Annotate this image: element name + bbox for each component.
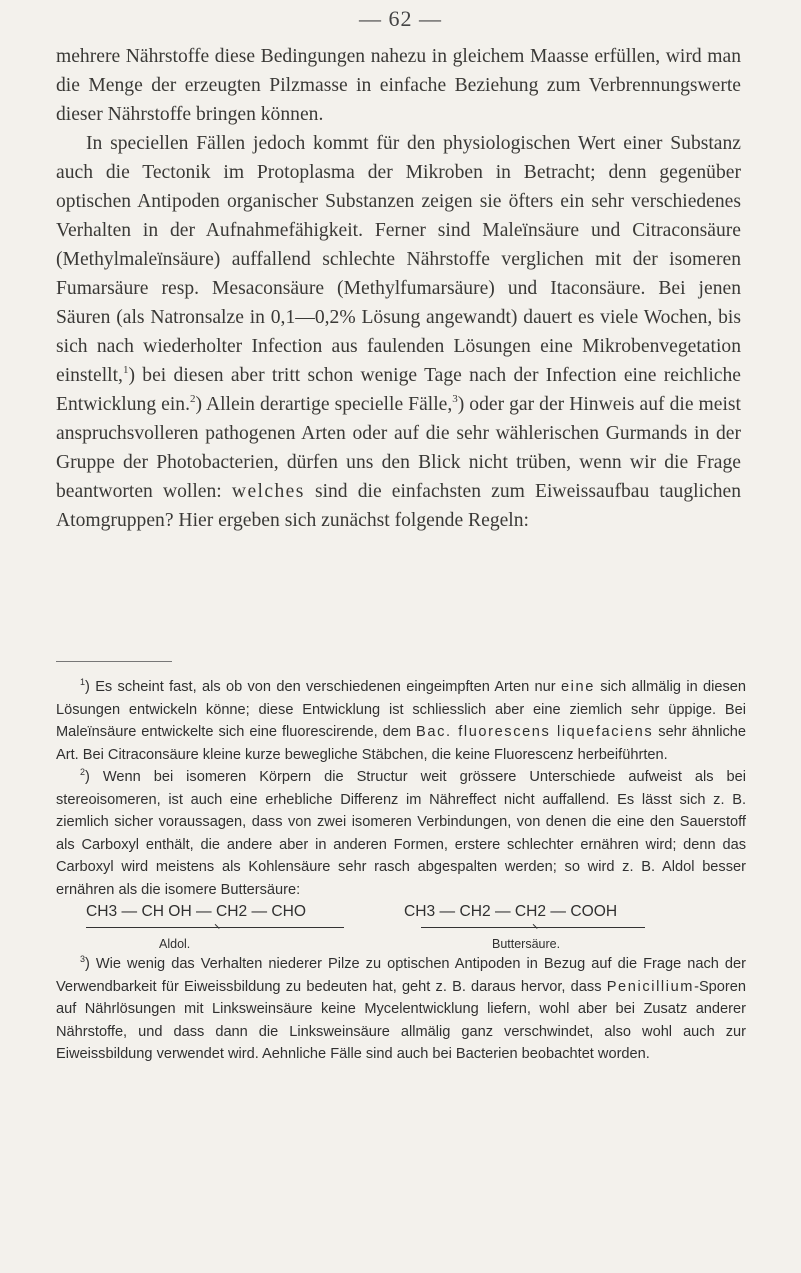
formula-aldol: CH3 — CH OH — CH2 — CHO: [86, 903, 307, 920]
footnote-ref-2: 2: [190, 393, 196, 405]
paragraph-1: mehrere Nährstoffe diese Bedingungen nahezu in gleichem Maasse erfüllen, wird man die Menge der erzeugten Pilzmasse in einfache Beziehung zum Verbrennungswerte dieser Nährstoffe bringen können.: [56, 46, 741, 125]
footnote-ref-3: 3: [452, 393, 458, 405]
paragraph-2-part-c: ) Allein derartige specielle Fälle,: [195, 394, 453, 415]
body-text: [56, 42, 741, 535]
footnote-3-part-b: -Sporen auf Nährlösungen mit Linksweinsäure keine Mycelentwicklung liefern, wohl aber bei Zusatz anderer Nährstoffe, und dass dann die Linksweinsäure allmälig ganz verschwindet, also wohl auch zur Eiweissbildung verwendet wird. Aehnliche Fälle sind auch bei Bacterien beobachtet worden.: [56, 978, 746, 1062]
paragraph-2-part-b: ) bei diesen aber tritt schon wenige Tage nach der Infection eine reichliche Entwicklung ein.: [56, 365, 741, 415]
footnote-1-emphasis: eine: [560, 679, 595, 695]
footnote-2-mark: 2: [80, 767, 86, 777]
footnote-separator: [56, 661, 172, 662]
paragraph-2-part-d: ) oder gar der Hinweis auf die meist anspruchsvolleren pathogenen Arten oder auf die sehr wählerischen Gurmands in der Gruppe der Photobacterien, dürfen uns den Blick nicht trüben, wenn wir die Frage beantworten wollen:: [56, 394, 741, 502]
footnote-1-part-c: sehr ähnliche Art. Bei Citraconsäure kleine kurze bewegliche Stäbchen, die keine Fluorescenz herbeiführten.: [56, 724, 746, 763]
footnote-3: [56, 953, 746, 1066]
footnote-ref-1: 1: [122, 364, 129, 376]
emphasized-word: welches: [231, 481, 305, 502]
footnote-1-part-a: ) Es scheint fast, als ob von den verschiedenen eingeimpften Arten nur: [85, 679, 556, 695]
label-aldol: Aldol.: [159, 937, 191, 951]
formula-butyric-acid: CH3 — CH2 — CH2 — COOH: [404, 903, 618, 920]
brace-butyric-acid-tip: [528, 924, 537, 933]
formula-block: [56, 901, 746, 953]
footnote-3-part-a: ) Wie wenig das Verhalten niederer Pilze zu optischen Antipoden in Bezug auf die Frage nach der Verwendbarkeit für Eiweissbildung zu bedeuten hat, geht z. B. daraus hervor, dass: [56, 956, 746, 995]
brace-aldol-tip: [210, 924, 219, 933]
footnote-3-species: Penicillium: [606, 978, 695, 995]
footnote-1-part-b: sich allmälig in diesen Lösungen entwickeln könne; diese Entwicklung ist schliesslich aber eine ziemlich sehr üppige. Bei Maleïnsäure entwickelte sich eine fluorescirende, dem: [56, 679, 746, 740]
footnote-1: [56, 676, 746, 766]
paragraph-2: [56, 129, 741, 535]
footnotes: [56, 676, 746, 1066]
paragraph-2-part-a: In speciellen Fällen jedoch kommt für den physiologischen Wert einer Substanz auch die Tectonik im Protoplasma der Mikroben in Betracht; denn gegenüber optischen Antipoden organischer Substanzen zeigen sie öfters ein sehr verschiedenes Verhalten in der Aufnahmefähigkeit. Ferner sind Maleïnsäure und Citraconsäure (Methylmaleïnsäure) auffallend schlechte Nährstoffe verglichen mit der isomeren Fumarsäure resp. Mesaconsäure (Methylfumarsäure) und Itaconsäure. Bei jenen Säuren (als Natronsalze in 0,1—0,2% Lösung angewandt) dauert es viele Wochen, bis sich nach wiederholter Infection aus faulenden Lösungen eine Mikrobenvegetation einstellt,: [56, 133, 741, 386]
page-number: — 62 —: [359, 6, 442, 31]
paragraph-2-part-e: sind die einfachsten zum Eiweissaufbau tauglichen Atomgruppen? Hier ergeben sich zunächst folgende Regeln:: [56, 481, 742, 531]
footnote-1-mark: 1: [80, 677, 86, 687]
footnote-2-text: ) Wenn bei isomeren Körpern die Structur weit grössere Unterschiede aufweist als bei stereoisomeren, ist auch eine erhebliche Differenz im Nähreffect nicht auffallend. Es lässt sich z. B. ziemlich sicher voraussagen, dass von zwei isomeren Verbindungen, von denen die eine den Sauerstoff als Carboxyl enthält, die andere aber in anderen Formen, erstere schlechter ernähren wird; denn das Carboxyl wird meistens als Kohlensäure sehr rasch abgespalten werden; so wird z. B. Aldol besser ernähren als die isomere Buttersäure:: [56, 769, 746, 898]
label-butyric-acid: Buttersäure.: [492, 937, 561, 951]
footnote-1-species: Bac. fluorescens liquefaciens: [416, 724, 654, 740]
footnote-3-mark: 3: [80, 954, 86, 964]
footnote-2: [56, 766, 746, 901]
